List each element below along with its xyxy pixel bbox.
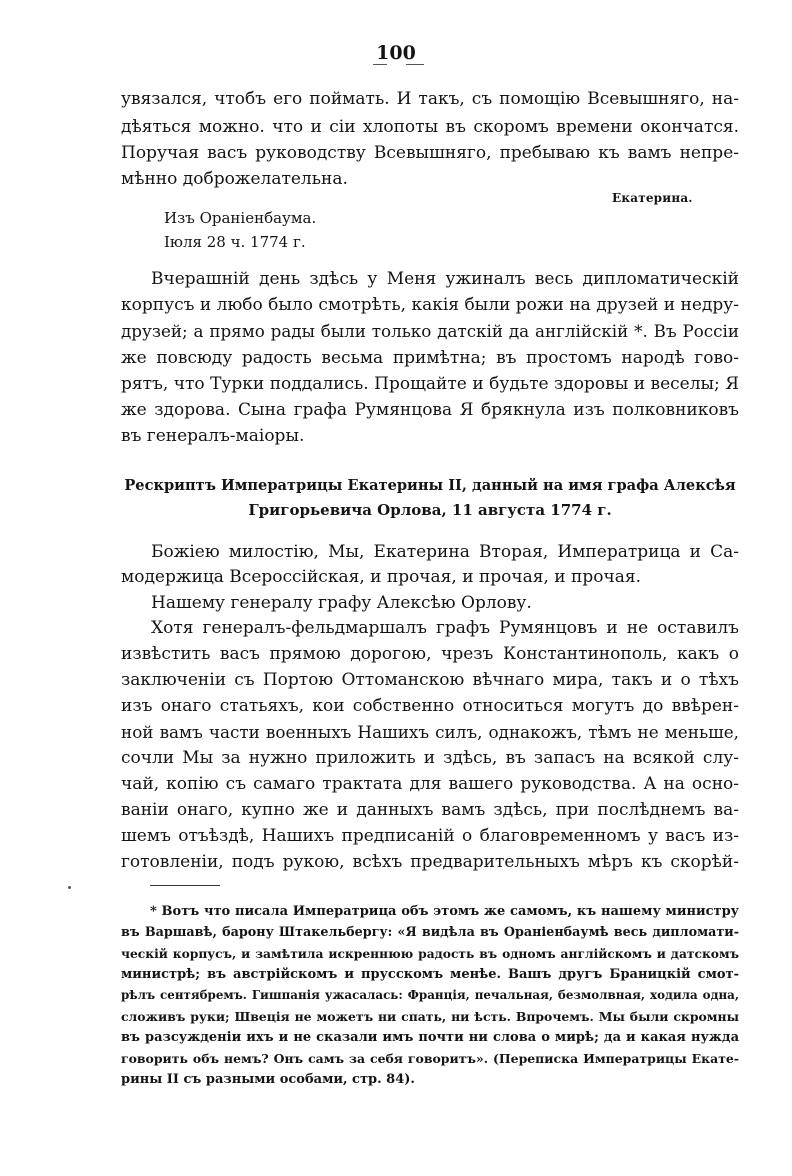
letter-date: Іюля 28 ч. 1774 г. <box>164 233 306 251</box>
text-line: чай, копiю съ самаго трактата для вашего руководства. А на осно- <box>121 774 739 794</box>
section-heading: Григорьевича Орлова, 11 августа 1774 г. <box>248 501 612 519</box>
letter-place: Изъ Ораніенбаума. <box>164 209 317 227</box>
text-line: готовленiи, подъ рукою, всѣхъ предварительныхъ мѣръ къ скорѣй- <box>121 852 739 872</box>
page-number-rule-left <box>373 64 387 65</box>
footnote-line: рѣлъ сентябремъ. Гишпанiя ужасалась: Францiя, печальная, безмолвная, ходила одна, <box>121 988 739 1002</box>
text-line: увязался, чтобъ его поймать. И такъ, съ помощiю Всевышняго, на- <box>121 89 739 109</box>
text-line: извѣстить васъ прямою дорогою, чрезъ Константинополь, какъ о <box>121 644 739 664</box>
signature: Екатерина. <box>612 191 693 205</box>
addressee: Нашему генералу графу Алексѣю Орлову. <box>151 593 532 613</box>
text-line: же повсюду радость весьма примѣтна; въ простомъ народѣ гово- <box>121 348 739 368</box>
text-line: рятъ, что Турки поддались. Прощайте и будьте здоровы и веселы; Я <box>121 374 739 394</box>
text-line: Вчерашнiй день здѣсь у Меня ужиналъ весь дипломатическiй <box>151 269 739 289</box>
page-number-rule-right <box>406 64 424 65</box>
text-line: Поручая васъ руководству Всевышняго, пребываю къ вамъ непре- <box>121 143 739 163</box>
text-line: же здорова. Сына графа Румянцова Я брякнула изъ полковниковъ <box>121 400 739 420</box>
footnote-line: сложивъ руки; Швецiя не можетъ ни спать, ни ѣсть. Впрочемъ. Мы были скромны <box>121 1009 739 1024</box>
footnote-line: министрѣ; въ австрiйскомъ и прусскомъ менѣе. Вашъ другъ Браницкiй смот- <box>121 967 739 982</box>
footnote-line: въ разсужденiи ихъ и не сказали имъ почти ни слова о мирѣ; да и какая нужда <box>121 1030 739 1045</box>
text-line: ной вамъ части военныхъ Нашихъ силъ, однакожъ, тѣмъ не меньше, <box>121 722 739 742</box>
text-line: изъ онаго статьяхъ, кои собственно относиться могутъ до ввѣрен- <box>121 696 739 716</box>
text-line: шемъ отъѣздѣ, Нашихъ предписанiй о благовременномъ у васъ из- <box>121 826 739 846</box>
text-line: сочли Мы за нужно приложить и здѣсь, въ запасъ на всякой слу- <box>121 748 739 768</box>
text-line: ванiи онаго, купно же и данныхъ вамъ здѣсь, при послѣднемъ ва- <box>121 800 739 820</box>
text-line: заключенiи съ Портою Оттоманскою вѣчнаго мира, такъ и о тѣхъ <box>121 670 739 690</box>
footnote-line: въ Варшавѣ, барону Штакельбергу: «Я видѣла въ Ораніенбаумѣ весь дипломати- <box>121 925 739 940</box>
text-line: мѣнно доброжелательна. <box>121 169 348 189</box>
page-number: 100 <box>376 42 416 64</box>
text-line: модержица Всероссiйская, и прочая, и прочая, и прочая. <box>121 567 641 587</box>
text-line: въ генералъ-маiоры. <box>121 426 305 446</box>
footnote-line: говорить объ немъ? Онъ самъ за себя говоритъ». (Переписка Императрицы Екате- <box>121 1051 739 1066</box>
text-line: друзей; а прямо рады были только датскiй да англiйскiй *. Въ Россiи <box>121 321 739 341</box>
section-heading: Рескриптъ Императрицы Екатерины II, данный на имя графа Алексѣя <box>124 477 736 494</box>
page-speck <box>68 886 71 889</box>
footnote-line: * Вотъ что писала Императрица объ этомъ же самомъ, къ нашему министру <box>150 904 739 919</box>
footnote-line: рины II съ разными особами, стр. 84). <box>121 1072 415 1087</box>
footnote-line: ческiй корпусъ, и замѣтила искреннюю радость въ одномъ англiйскомъ и датскомъ <box>121 946 739 961</box>
text-line: Божiею милостiю, Мы, Екатерина Вторая, Императрица и Са- <box>151 542 739 562</box>
text-line: Хотя генералъ-фельдмаршалъ графъ Румянцовъ и не оставилъ <box>151 618 739 638</box>
text-line: дѣяться можно. что и сiи хлопоты въ скоромъ времени окончатся. <box>121 117 739 137</box>
footnote-rule <box>150 885 220 886</box>
text-line: корпусъ и любо было смотрѣть, какiя были рожи на друзей и недру- <box>121 295 739 315</box>
